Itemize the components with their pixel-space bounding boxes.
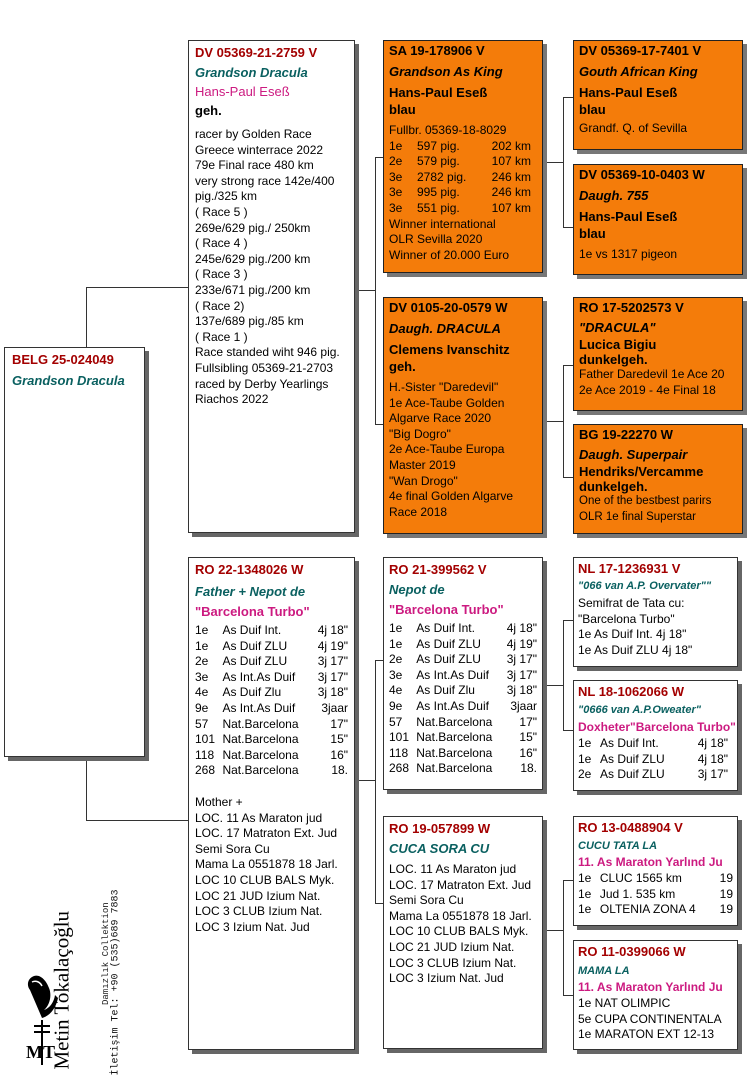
- subject-box: [4, 347, 145, 757]
- text-line: Mama La 0551878 18 Jarl.: [389, 908, 532, 923]
- result-cell: 1e: [195, 638, 209, 653]
- text-line: LOC. 17 Matraton Ext. Jud: [389, 877, 532, 892]
- result-row: [389, 154, 537, 170]
- sss-box: [573, 40, 743, 150]
- dsd-results: [578, 736, 733, 783]
- result-cell: Nat.Barcelona: [222, 763, 299, 778]
- dam-box: [188, 557, 355, 1050]
- dss-ring: NL 17-1236931 V: [578, 561, 681, 576]
- result-cell: 1e: [578, 871, 592, 885]
- connector: [375, 660, 383, 661]
- text-line: ( Race 4 ): [195, 236, 248, 251]
- result-cell: 3jaar: [510, 698, 537, 713]
- text-line: 1e As Duif Int. 4j 18": [578, 627, 687, 642]
- dsd-box: [573, 680, 738, 791]
- ss-name: Grandson As King: [389, 64, 503, 79]
- result-cell: 246 km: [491, 185, 531, 200]
- result-cell: 4j 18": [317, 623, 349, 637]
- text-line: 2e Ace-Taube Europa: [389, 442, 505, 457]
- text-line: 5e CUPA CONTINENTALA: [578, 1011, 722, 1026]
- dam-name: Father + Nepot de: [195, 584, 306, 599]
- ssd-note: 1e vs 1317 pigeon: [579, 247, 678, 261]
- sd-box: [383, 297, 543, 534]
- result-cell: As Duif ZLU: [416, 636, 481, 651]
- result-cell: 268: [195, 763, 216, 778]
- sire-notes: [195, 127, 348, 408]
- sds-name: "DRACULA": [579, 320, 656, 335]
- sss-name: Gouth African King: [579, 64, 698, 79]
- result-cell: 268: [389, 761, 410, 776]
- text-line: Fullsibling 05369-21-2703: [195, 360, 334, 375]
- result-cell: 3j 17": [317, 669, 349, 684]
- connector: [563, 620, 564, 730]
- result-cell: 3j 17": [317, 654, 349, 669]
- connector: [563, 477, 573, 478]
- text-line: Semifrat de Tata cu:: [578, 596, 685, 610]
- ddd-ring: RO 11-0399066 W: [578, 944, 686, 959]
- text-line: ( Race 3 ): [195, 267, 248, 282]
- result-row: [389, 201, 537, 217]
- result-cell: 101: [195, 732, 216, 747]
- result-cell: CLUC 1565 km: [599, 871, 682, 885]
- text-line: 1e Ace-Taube Golden: [389, 395, 505, 410]
- dss-box: [573, 557, 738, 667]
- ssd-box: [573, 164, 743, 275]
- result-cell: 9e: [195, 700, 209, 715]
- ds-results: [389, 621, 537, 777]
- text-line: ( Race 2): [195, 298, 245, 313]
- text-line: 79e Final race 480 km: [195, 158, 314, 173]
- connector: [563, 880, 573, 881]
- ssd-name: Daugh. 755: [579, 188, 649, 203]
- result-cell: 3e: [195, 669, 209, 684]
- sire-owner: Hans-Paul Eseß: [195, 84, 290, 99]
- result-cell: 1e: [389, 621, 403, 635]
- result-row: [195, 717, 348, 733]
- dds-ring: RO 13-0488904 V: [578, 820, 683, 835]
- result-cell: 57: [195, 716, 209, 731]
- connector: [563, 97, 573, 98]
- sdd-notes: [579, 494, 737, 525]
- result-cell: 3j 17": [697, 767, 728, 782]
- result-cell: 1e: [578, 751, 592, 766]
- text-line: Semi Sora Cu: [195, 841, 270, 856]
- sd-owner: Clemens Ivanschitz: [389, 342, 510, 357]
- logo-tagline: Damızlık Collektion: [101, 902, 111, 1005]
- text-line: 1e MARATON EXT 12-13: [578, 1027, 715, 1042]
- result-row: [578, 871, 733, 887]
- connector: [563, 620, 573, 621]
- text-line: 1e NAT OLIMPIC: [578, 996, 671, 1010]
- logo-phone: İletişim Tel: +90 (535)689 7883: [110, 889, 122, 1076]
- result-cell: Nat.Barcelona: [416, 745, 493, 760]
- connector: [86, 287, 188, 288]
- result-cell: 16": [330, 747, 349, 762]
- result-row: [195, 654, 348, 670]
- result-cell: 4j 19": [506, 636, 537, 651]
- result-cell: 17": [330, 716, 349, 731]
- text-line: pig./325 km: [195, 189, 258, 204]
- text-line: "Wan Drogo": [389, 473, 458, 488]
- result-cell: 2782 pig.: [417, 169, 467, 184]
- result-cell: Nat.Barcelona: [416, 761, 493, 776]
- result-cell: 101: [389, 730, 410, 745]
- result-cell: As Duif ZLU: [600, 751, 665, 766]
- result-row: [389, 621, 537, 637]
- result-row: [195, 732, 348, 748]
- ds-box: [383, 557, 543, 790]
- logo-mono: MT: [26, 1042, 55, 1062]
- connector: [543, 930, 563, 931]
- text-line: ( Race 5 ): [195, 204, 248, 219]
- ddd-name2: 11. As Maraton Yarlınd Ju: [578, 980, 723, 994]
- connector: [563, 365, 564, 477]
- text-line: 2e Ace 2019 - 4e Final 18: [579, 382, 716, 397]
- result-cell: 15": [519, 730, 537, 745]
- dam-results: [195, 623, 348, 779]
- text-line: LOC 3 Izium Nat. Jud: [195, 919, 310, 934]
- dam-notes: [195, 795, 348, 935]
- ds-ring: RO 21-399562 V: [389, 562, 487, 577]
- text-line: 269e/629 pig./ 250km: [195, 220, 311, 235]
- result-cell: 15": [330, 732, 349, 747]
- connector: [563, 365, 573, 366]
- result-cell: 57: [389, 714, 403, 729]
- result-cell: As Duif ZLU: [416, 652, 481, 667]
- dd-ring: RO 19-057899 W: [389, 821, 491, 836]
- text-line: Race standed wiht 946 pig.: [195, 345, 340, 360]
- sds-color: dunkelgeh.: [579, 352, 648, 367]
- result-cell: 3j 18": [317, 685, 349, 700]
- connector: [563, 97, 564, 227]
- text-line: LOC. 17 Matraton Ext. Jud: [195, 826, 338, 841]
- result-cell: Nat.Barcelona: [416, 714, 493, 729]
- result-row: [389, 746, 537, 762]
- result-row: [195, 763, 348, 779]
- result-cell: As Int.As Duif: [416, 698, 489, 713]
- text-line: 1e As Duif ZLU 4j 18": [578, 642, 693, 657]
- result-cell: As Duif Zlu: [222, 685, 282, 700]
- ddd-name: MAMA LA: [578, 965, 630, 977]
- result-cell: 995 pig.: [417, 185, 460, 200]
- ddd-box: [573, 940, 738, 1050]
- result-row: [578, 902, 733, 918]
- result-cell: 4j 18": [506, 621, 537, 635]
- connector: [563, 227, 573, 228]
- result-row: [389, 699, 537, 715]
- text-line: H.-Sister "Daredevil": [389, 380, 499, 394]
- connector: [543, 685, 563, 686]
- dd-notes: [389, 862, 537, 987]
- result-cell: As Duif Zlu: [416, 683, 475, 698]
- subject-name: Grandson Dracula: [12, 373, 125, 388]
- sire-ring: DV 05369-21-2759 V: [195, 45, 318, 60]
- result-cell: As Duif Int.: [222, 623, 282, 637]
- result-cell: 1e: [578, 736, 592, 750]
- text-line: 4e final Golden Algarve: [389, 489, 514, 504]
- text-line: LOC. 11 As Maraton jud: [389, 862, 517, 876]
- connector: [563, 995, 573, 996]
- sss-owner: Hans-Paul Eseß: [579, 85, 678, 100]
- result-cell: 2e: [389, 652, 403, 667]
- text-line: LOC 3 Izium Nat. Jud: [389, 971, 504, 986]
- text-line: Riachos 2022: [195, 392, 269, 407]
- result-cell: Jud 1. 535 km: [599, 886, 676, 901]
- sdd-box: [573, 424, 743, 534]
- text-line: LOC 10 CLUB BALS Myk.: [389, 924, 529, 939]
- result-cell: 1e: [578, 886, 592, 901]
- sd-ring: DV 0105-20-0579 W: [389, 300, 508, 315]
- result-cell: 202 km: [491, 138, 531, 153]
- connector: [375, 157, 376, 424]
- ss-results: [389, 139, 537, 217]
- ssd-owner: Hans-Paul Eseß: [579, 209, 678, 224]
- result-row: [195, 639, 348, 655]
- dss-name: "066 van A.P. Overvater"": [578, 580, 712, 592]
- result-row: [389, 170, 537, 186]
- text-line: Master 2019: [389, 457, 456, 472]
- result-cell: Nat.Barcelona: [222, 732, 299, 747]
- result-cell: 4e: [389, 683, 403, 698]
- result-row: [195, 685, 348, 701]
- result-row: [389, 637, 537, 653]
- sds-ring: RO 17-5202573 V: [579, 300, 684, 315]
- result-cell: 118: [195, 747, 215, 762]
- connector: [543, 421, 563, 422]
- result-cell: As Duif ZLU: [222, 654, 288, 669]
- dsd-name2: Doxheter"Barcelona Turbo": [578, 720, 736, 734]
- sd-name: Daugh. DRACULA: [389, 321, 501, 336]
- text-line: OLR 1e final Superstar: [579, 510, 696, 523]
- result-cell: 551 pig.: [417, 200, 460, 215]
- dds-box: [573, 816, 738, 926]
- text-line: LOC 21 JUD Izium Nat.: [195, 888, 321, 903]
- ddd-notes: [578, 996, 733, 1043]
- sdd-owner: Hendriks/Vercamme: [579, 464, 704, 479]
- result-cell: 3j 17": [506, 652, 537, 667]
- text-line: 233e/671 pig./200 km: [195, 282, 311, 297]
- dss-notes: [578, 596, 733, 658]
- connector: [563, 880, 564, 995]
- result-row: [389, 139, 537, 155]
- result-row: [389, 730, 537, 746]
- result-row: [389, 185, 537, 201]
- text-line: "Big Dogro": [389, 426, 451, 441]
- sss-note: Grandf. Q. of Sevilla: [579, 121, 688, 135]
- result-cell: 3e: [389, 667, 403, 682]
- result-row: [389, 761, 537, 777]
- result-cell: 107 km: [491, 154, 531, 169]
- text-line: LOC 3 CLUB Izium Nat.: [389, 955, 517, 970]
- result-cell: 18.: [520, 761, 537, 776]
- sds-box: [573, 297, 743, 411]
- result-cell: As Duif ZLU: [222, 638, 288, 653]
- result-row: [578, 752, 733, 768]
- result-cell: As Duif Int.: [416, 621, 475, 635]
- logo: [22, 820, 122, 1076]
- sd-notes: [389, 380, 537, 520]
- result-cell: 19: [719, 871, 733, 885]
- result-cell: 1e: [389, 636, 403, 651]
- text-line: Father Daredevil 1e Ace 20: [579, 367, 725, 381]
- result-cell: Nat.Barcelona: [222, 747, 299, 762]
- result-cell: 2e: [195, 654, 209, 669]
- result-row: [195, 701, 348, 717]
- sdd-color: dunkelgeh.: [579, 479, 648, 494]
- result-cell: Nat.Barcelona: [416, 730, 493, 745]
- result-cell: 19: [719, 886, 733, 901]
- result-cell: 9e: [389, 698, 403, 713]
- result-cell: 16": [519, 745, 537, 760]
- result-cell: 2e: [578, 767, 592, 782]
- logo-brand: Metin Tokalaçoğlu: [49, 910, 74, 1070]
- result-row: [195, 623, 348, 639]
- ssd-ring: DV 05369-10-0403 W: [579, 167, 705, 182]
- connector: [375, 660, 376, 903]
- connector: [375, 157, 383, 158]
- dds-name2: 11. As Maraton Yarlınd Ju: [578, 855, 723, 869]
- result-cell: 17": [519, 714, 537, 729]
- connector: [355, 290, 375, 291]
- result-cell: As Int.As Duif: [222, 700, 296, 715]
- sire-box: [188, 40, 355, 533]
- sdd-name: Daugh. Superpair: [579, 447, 688, 462]
- result-row: [195, 748, 348, 764]
- result-cell: 597 pig.: [417, 138, 460, 153]
- result-cell: 18.: [331, 763, 349, 778]
- result-cell: 1e: [578, 902, 592, 917]
- sdd-ring: BG 19-22270 W: [579, 427, 673, 442]
- ss-extra: [389, 217, 537, 264]
- text-line: OLR Sevilla 2020: [389, 232, 483, 247]
- result-cell: OLTENIA ZONA 4: [599, 902, 696, 917]
- text-line: 137e/689 pig./85 km: [195, 314, 304, 329]
- result-cell: 4j 18": [697, 736, 728, 750]
- text-line: Winner of 20.000 Euro: [389, 247, 510, 262]
- result-cell: 4j 19": [317, 638, 349, 653]
- result-cell: 3e: [389, 185, 403, 200]
- ss-owner: Hans-Paul Eseß: [389, 85, 488, 100]
- result-cell: 3jaar: [321, 700, 349, 715]
- result-cell: As Duif Int.: [600, 736, 659, 750]
- result-cell: As Duif ZLU: [600, 767, 665, 782]
- text-line: LOC 21 JUD Izium Nat.: [389, 939, 515, 954]
- result-row: [389, 652, 537, 668]
- text-line: Mama La 0551878 18 Jarl.: [195, 857, 338, 872]
- result-row: [389, 715, 537, 731]
- ss-box: [383, 40, 543, 273]
- text-line: Semi Sora Cu: [389, 893, 464, 908]
- sss-color: blau: [579, 102, 606, 117]
- ds-name: Nepot de: [389, 582, 445, 597]
- text-line: LOC 3 CLUB Izium Nat.: [195, 904, 323, 919]
- text-line: Mother +: [195, 794, 243, 809]
- connector: [543, 162, 563, 163]
- sds-owner: Lucica Bigiu: [579, 337, 657, 352]
- subject-ring: BELG 25-024049: [12, 352, 114, 367]
- dds-name: CUCU TATA LA: [578, 840, 658, 852]
- text-line: racer by Golden Race: [195, 127, 312, 141]
- dds-results: [578, 871, 733, 918]
- sds-notes: [579, 367, 737, 398]
- result-cell: 2e: [389, 154, 403, 169]
- text-line: ( Race 1 ): [195, 329, 248, 344]
- result-cell: As Int.As Duif: [222, 669, 296, 684]
- text-line: One of the bestbest parirs: [579, 495, 712, 507]
- text-line: Winner international: [389, 216, 496, 231]
- result-row: [578, 887, 733, 903]
- dam-name2: "Barcelona Turbo": [195, 604, 310, 619]
- connector: [375, 424, 383, 425]
- result-cell: 246 km: [491, 169, 531, 184]
- sire-name: Grandson Dracula: [195, 65, 308, 80]
- ssd-color: blau: [579, 226, 606, 241]
- dd-name: CUCA SORA CU: [389, 841, 490, 856]
- connector: [355, 780, 375, 781]
- text-line: LOC 10 CLUB BALS Myk.: [195, 872, 335, 887]
- result-row: [578, 736, 733, 752]
- ss-ring: SA 19-178906 V: [389, 43, 485, 58]
- result-cell: 4j 18": [697, 751, 728, 766]
- text-line: raced by Derby Yearlings: [195, 376, 329, 391]
- result-cell: 1e: [389, 138, 403, 153]
- text-line: Greece winterrace 2022: [195, 142, 324, 157]
- connector: [375, 903, 383, 904]
- result-row: [195, 670, 348, 686]
- dam-ring: RO 22-1348026 W: [195, 562, 304, 577]
- dd-box: [383, 816, 543, 1049]
- result-cell: 1e: [195, 623, 209, 637]
- result-cell: 19: [719, 902, 733, 917]
- dsd-ring: NL 18-1062066 W: [578, 684, 684, 699]
- sss-ring: DV 05369-17-7401 V: [579, 43, 702, 58]
- ss-full: Fullbr. 05369-18-8029: [389, 123, 507, 137]
- result-row: [389, 683, 537, 699]
- text-line: LOC. 11 As Maraton jud: [195, 810, 323, 825]
- text-line: Race 2018: [389, 504, 448, 519]
- result-cell: Nat.Barcelona: [222, 716, 299, 731]
- result-row: [578, 767, 733, 783]
- result-row: [389, 668, 537, 684]
- result-cell: 3e: [389, 169, 403, 184]
- ds-name2: "Barcelona Turbo": [389, 602, 504, 617]
- text-line: "Barcelona Turbo": [578, 611, 675, 626]
- result-cell: 118: [389, 745, 409, 760]
- result-cell: 107 km: [491, 200, 531, 215]
- ss-color: blau: [389, 102, 416, 117]
- text-line: very strong race 142e/400: [195, 173, 335, 188]
- sd-color: geh.: [389, 359, 416, 374]
- text-line: Algarve Race 2020: [389, 411, 492, 426]
- dsd-name: "0666 van A.P.Oweater": [578, 704, 701, 716]
- result-cell: As Int.As Duif: [416, 667, 489, 682]
- sire-color: geh.: [195, 103, 222, 118]
- result-cell: 4e: [195, 685, 209, 700]
- text-line: 245e/629 pig./200 km: [195, 251, 311, 266]
- result-cell: 3j 18": [506, 683, 537, 698]
- connector: [563, 730, 573, 731]
- result-cell: 3j 17": [506, 667, 537, 682]
- result-cell: 579 pig.: [417, 154, 460, 169]
- result-cell: 3e: [389, 200, 403, 215]
